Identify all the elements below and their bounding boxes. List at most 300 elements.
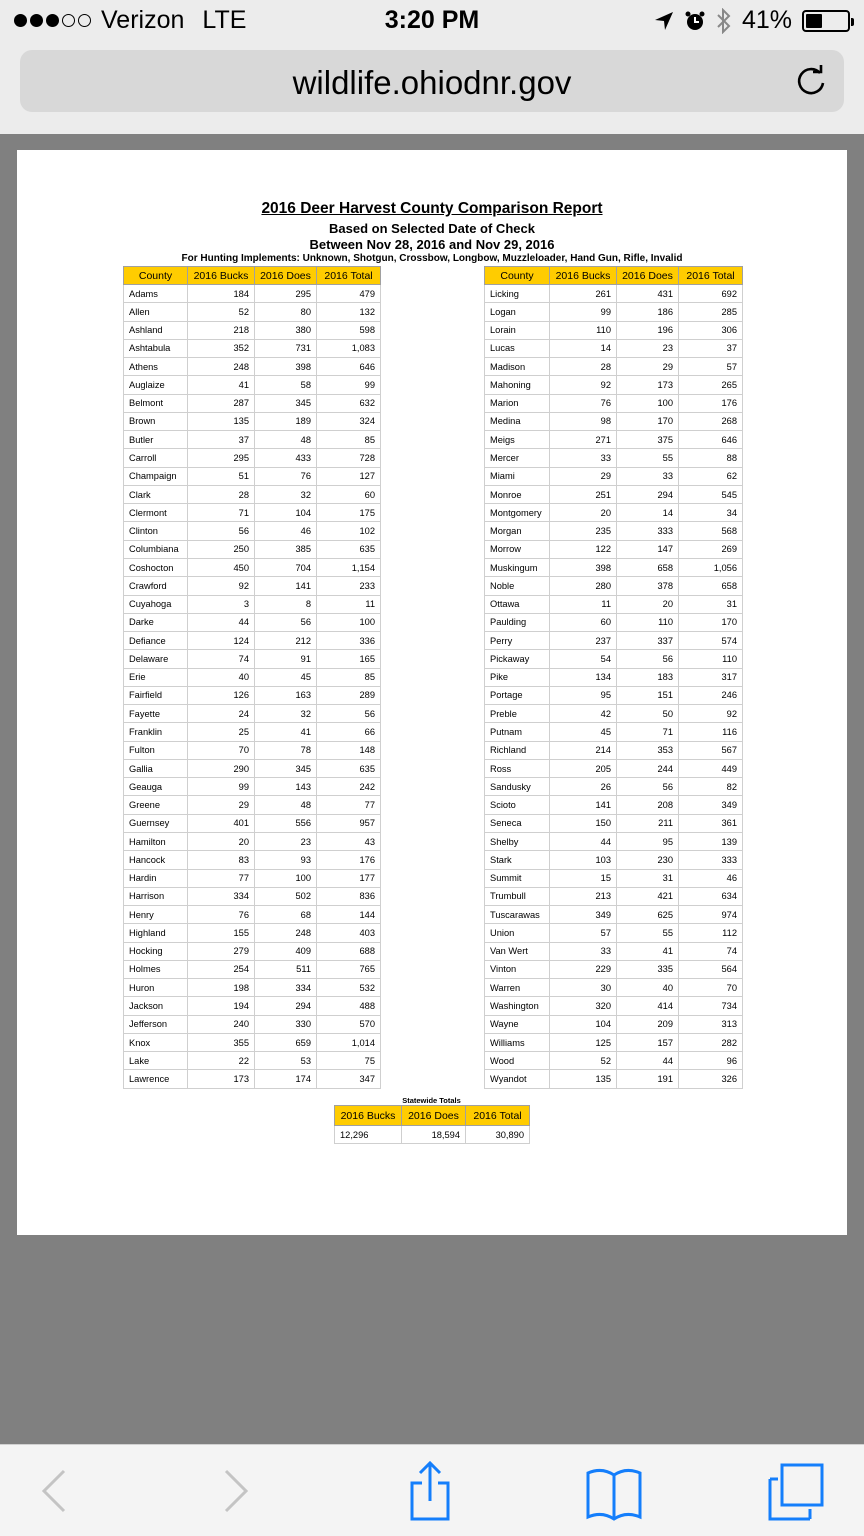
county-name: Madison xyxy=(485,358,550,376)
bucks-count: 141 xyxy=(550,796,617,814)
bucks-count: 37 xyxy=(188,431,255,449)
total-count: 170 xyxy=(679,613,743,631)
column-header: 2016 Does xyxy=(402,1106,466,1126)
status-indicators xyxy=(654,6,850,35)
bucks-count: 135 xyxy=(188,412,255,430)
total-count: 324 xyxy=(317,412,381,430)
totals-header-row xyxy=(335,1106,530,1126)
total-count: 1,014 xyxy=(317,1033,381,1051)
bucks-count: 76 xyxy=(188,906,255,924)
county-name: Monroe xyxy=(485,485,550,503)
county-name: Pike xyxy=(485,668,550,686)
total-count: 765 xyxy=(317,960,381,978)
bookmarks-icon[interactable] xyxy=(584,1461,644,1521)
column-header: 2016 Total xyxy=(317,267,381,285)
does-count: 294 xyxy=(617,485,679,503)
bucks-count: 24 xyxy=(188,705,255,723)
county-name: Jefferson xyxy=(124,1015,188,1033)
does-count: 95 xyxy=(617,832,679,850)
does-count: 110 xyxy=(617,613,679,631)
table-row xyxy=(485,412,743,430)
does-count: 183 xyxy=(617,668,679,686)
does-count: 704 xyxy=(255,558,317,576)
does-count: 46 xyxy=(255,522,317,540)
total-count: 574 xyxy=(679,632,743,650)
bucks-count: 11 xyxy=(550,595,617,613)
does-count: 433 xyxy=(255,449,317,467)
total-count: 46 xyxy=(679,869,743,887)
bucks-count: 214 xyxy=(550,741,617,759)
does-count: 100 xyxy=(617,394,679,412)
bucks-count: 30 xyxy=(550,979,617,997)
total-count: 127 xyxy=(317,467,381,485)
county-name: Hancock xyxy=(124,851,188,869)
signal-strength-icon xyxy=(14,14,91,27)
total-count: 403 xyxy=(317,924,381,942)
bucks-count: 92 xyxy=(550,376,617,394)
county-name: Fairfield xyxy=(124,686,188,704)
table-row xyxy=(124,467,381,485)
county-name: Perry xyxy=(485,632,550,650)
does-count: 14 xyxy=(617,504,679,522)
bucks-count: 450 xyxy=(188,558,255,576)
statewide-does: 18,594 xyxy=(402,1126,466,1144)
total-count: 233 xyxy=(317,577,381,595)
totals-row xyxy=(335,1126,530,1144)
county-name: Hocking xyxy=(124,942,188,960)
bucks-count: 41 xyxy=(188,376,255,394)
table-row xyxy=(124,723,381,741)
does-count: 48 xyxy=(255,796,317,814)
table-row xyxy=(124,485,381,503)
total-count: 567 xyxy=(679,741,743,759)
total-count: 347 xyxy=(317,1070,381,1088)
county-name: Coshocton xyxy=(124,558,188,576)
total-count: 306 xyxy=(679,321,743,339)
bucks-count: 401 xyxy=(188,814,255,832)
county-name: Champaign xyxy=(124,467,188,485)
total-count: 112 xyxy=(679,924,743,942)
table-row xyxy=(124,997,381,1015)
does-count: 330 xyxy=(255,1015,317,1033)
table-row xyxy=(485,814,743,832)
table-row xyxy=(485,723,743,741)
county-name: Paulding xyxy=(485,613,550,631)
report-date-range: Between Nov 28, 2016 and Nov 29, 2016 xyxy=(309,237,555,252)
does-count: 211 xyxy=(617,814,679,832)
does-count: 48 xyxy=(255,431,317,449)
total-count: 77 xyxy=(317,796,381,814)
total-count: 479 xyxy=(317,285,381,303)
total-count: 85 xyxy=(317,668,381,686)
county-name: Summit xyxy=(485,869,550,887)
total-count: 177 xyxy=(317,869,381,887)
bucks-count: 205 xyxy=(550,759,617,777)
does-count: 212 xyxy=(255,632,317,650)
does-count: 44 xyxy=(617,1052,679,1070)
total-count: 361 xyxy=(679,814,743,832)
county-name: Hardin xyxy=(124,869,188,887)
does-count: 174 xyxy=(255,1070,317,1088)
table-row xyxy=(124,814,381,832)
county-name: Clinton xyxy=(124,522,188,540)
does-count: 141 xyxy=(255,577,317,595)
bucks-count: 320 xyxy=(550,997,617,1015)
total-count: 598 xyxy=(317,321,381,339)
total-count: 34 xyxy=(679,504,743,522)
table-row xyxy=(485,595,743,613)
total-count: 37 xyxy=(679,339,743,357)
does-count: 658 xyxy=(617,558,679,576)
does-count: 71 xyxy=(617,723,679,741)
does-count: 33 xyxy=(617,467,679,485)
total-count: 568 xyxy=(679,522,743,540)
does-count: 502 xyxy=(255,887,317,905)
table-row xyxy=(485,613,743,631)
browser-address-area xyxy=(0,42,864,134)
county-name: Sandusky xyxy=(485,778,550,796)
table-row xyxy=(124,741,381,759)
county-name: Washington xyxy=(485,997,550,1015)
table-row xyxy=(485,1015,743,1033)
report-subtitle: Based on Selected Date of Check xyxy=(329,221,535,236)
url-text[interactable]: wildlife.ohiodnr.gov xyxy=(292,64,572,101)
total-count: 96 xyxy=(679,1052,743,1070)
table-row xyxy=(485,540,743,558)
bucks-count: 76 xyxy=(550,394,617,412)
county-name: Belmont xyxy=(124,394,188,412)
total-count: 148 xyxy=(317,741,381,759)
county-name: Knox xyxy=(124,1033,188,1051)
table-row xyxy=(124,577,381,595)
tabs-icon[interactable] xyxy=(766,1461,826,1521)
table-row xyxy=(124,650,381,668)
does-count: 23 xyxy=(617,339,679,357)
county-name: Tuscarawas xyxy=(485,906,550,924)
does-count: 173 xyxy=(617,376,679,394)
bucks-count: 135 xyxy=(550,1070,617,1088)
bucks-count: 122 xyxy=(550,540,617,558)
total-count: 285 xyxy=(679,303,743,321)
table-row xyxy=(485,650,743,668)
total-count: 634 xyxy=(679,887,743,905)
bucks-count: 280 xyxy=(550,577,617,595)
does-count: 32 xyxy=(255,705,317,723)
table-row xyxy=(124,504,381,522)
does-count: 8 xyxy=(255,595,317,613)
county-name: Seneca xyxy=(485,814,550,832)
does-count: 29 xyxy=(617,358,679,376)
total-count: 974 xyxy=(679,906,743,924)
county-name: Darke xyxy=(124,613,188,631)
bucks-count: 334 xyxy=(188,887,255,905)
table-row xyxy=(485,668,743,686)
table-row xyxy=(124,358,381,376)
does-count: 731 xyxy=(255,339,317,357)
total-count: 728 xyxy=(317,449,381,467)
county-name: Franklin xyxy=(124,723,188,741)
county-name: Wayne xyxy=(485,1015,550,1033)
table-row xyxy=(485,485,743,503)
total-count: 333 xyxy=(679,851,743,869)
bucks-count: 60 xyxy=(550,613,617,631)
total-count: 99 xyxy=(317,376,381,394)
bucks-count: 70 xyxy=(188,741,255,759)
county-name: Miami xyxy=(485,467,550,485)
bucks-count: 52 xyxy=(188,303,255,321)
network-type: LTE xyxy=(202,6,247,34)
bucks-count: 99 xyxy=(188,778,255,796)
does-count: 511 xyxy=(255,960,317,978)
county-name: Columbiana xyxy=(124,540,188,558)
total-count: 488 xyxy=(317,997,381,1015)
does-count: 345 xyxy=(255,759,317,777)
county-name: Muskingum xyxy=(485,558,550,576)
total-count: 265 xyxy=(679,376,743,394)
table-row xyxy=(485,376,743,394)
county-name: Putnam xyxy=(485,723,550,741)
table-row xyxy=(485,759,743,777)
county-name: Jackson xyxy=(124,997,188,1015)
location-arrow-icon xyxy=(654,11,674,31)
county-name: Morgan xyxy=(485,522,550,540)
table-row xyxy=(485,303,743,321)
county-name: Lucas xyxy=(485,339,550,357)
total-count: 1,056 xyxy=(679,558,743,576)
table-row xyxy=(485,796,743,814)
bucks-count: 110 xyxy=(550,321,617,339)
bucks-count: 15 xyxy=(550,869,617,887)
bucks-count: 40 xyxy=(188,668,255,686)
bucks-count: 22 xyxy=(188,1052,255,1070)
county-name: Pickaway xyxy=(485,650,550,668)
bucks-count: 54 xyxy=(550,650,617,668)
table-row xyxy=(124,705,381,723)
total-count: 88 xyxy=(679,449,743,467)
table-row xyxy=(124,686,381,704)
total-count: 326 xyxy=(679,1070,743,1088)
bucks-count: 184 xyxy=(188,285,255,303)
bucks-count: 98 xyxy=(550,412,617,430)
does-count: 196 xyxy=(617,321,679,339)
county-name: Fulton xyxy=(124,741,188,759)
statewide-totals-table xyxy=(334,1105,530,1144)
table-row xyxy=(124,303,381,321)
forward-icon[interactable] xyxy=(200,1461,260,1521)
bucks-count: 218 xyxy=(188,321,255,339)
total-count: 289 xyxy=(317,686,381,704)
county-name: Logan xyxy=(485,303,550,321)
table-row xyxy=(485,906,743,924)
table-row xyxy=(485,1033,743,1051)
total-count: 564 xyxy=(679,960,743,978)
bucks-count: 44 xyxy=(188,613,255,631)
table-row xyxy=(485,321,743,339)
county-name: Ashtabula xyxy=(124,339,188,357)
total-count: 532 xyxy=(317,979,381,997)
county-name: Morrow xyxy=(485,540,550,558)
total-count: 57 xyxy=(679,358,743,376)
table-row xyxy=(485,504,743,522)
total-count: 336 xyxy=(317,632,381,650)
table-row xyxy=(124,449,381,467)
pdf-viewer[interactable] xyxy=(0,134,864,1444)
total-count: 269 xyxy=(679,540,743,558)
does-count: 421 xyxy=(617,887,679,905)
does-count: 380 xyxy=(255,321,317,339)
column-header: 2016 Does xyxy=(617,267,679,285)
address-bar[interactable] xyxy=(20,50,844,112)
column-header: County xyxy=(485,267,550,285)
does-count: 41 xyxy=(617,942,679,960)
total-count: 75 xyxy=(317,1052,381,1070)
total-count: 957 xyxy=(317,814,381,832)
does-count: 353 xyxy=(617,741,679,759)
county-name: Holmes xyxy=(124,960,188,978)
bucks-count: 295 xyxy=(188,449,255,467)
hunting-implements-note: For Hunting Implements: Unknown, Shotgun, Crossbow, Longbow, Muzzleloader, Hand Gun, Rifle, Invalid xyxy=(181,253,683,264)
does-count: 294 xyxy=(255,997,317,1015)
table-row xyxy=(485,632,743,650)
county-name: Portage xyxy=(485,686,550,704)
total-count: 66 xyxy=(317,723,381,741)
table-row xyxy=(485,1052,743,1070)
table-row xyxy=(485,1070,743,1088)
bucks-count: 44 xyxy=(550,832,617,850)
does-count: 104 xyxy=(255,504,317,522)
total-count: 1,083 xyxy=(317,339,381,357)
county-name: Lorain xyxy=(485,321,550,339)
bucks-count: 398 xyxy=(550,558,617,576)
county-name: Shelby xyxy=(485,832,550,850)
total-count: 176 xyxy=(679,394,743,412)
carrier-name: Verizon xyxy=(101,6,185,34)
table-row xyxy=(124,942,381,960)
table-row xyxy=(485,577,743,595)
county-name: Fayette xyxy=(124,705,188,723)
does-count: 244 xyxy=(617,759,679,777)
total-count: 110 xyxy=(679,650,743,668)
county-name: Guernsey xyxy=(124,814,188,832)
total-count: 62 xyxy=(679,467,743,485)
table-row xyxy=(124,540,381,558)
does-count: 45 xyxy=(255,668,317,686)
county-name: Auglaize xyxy=(124,376,188,394)
county-table-right xyxy=(484,266,743,1089)
bucks-count: 28 xyxy=(188,485,255,503)
bucks-count: 52 xyxy=(550,1052,617,1070)
county-name: Ashland xyxy=(124,321,188,339)
table-row xyxy=(124,869,381,887)
does-count: 55 xyxy=(617,449,679,467)
does-count: 157 xyxy=(617,1033,679,1051)
table-row xyxy=(485,979,743,997)
county-name: Crawford xyxy=(124,577,188,595)
county-name: Gallia xyxy=(124,759,188,777)
table-row xyxy=(124,796,381,814)
bucks-count: 29 xyxy=(550,467,617,485)
county-name: Meigs xyxy=(485,431,550,449)
statewide-bucks: 12,296 xyxy=(335,1126,402,1144)
does-count: 186 xyxy=(617,303,679,321)
bucks-count: 235 xyxy=(550,522,617,540)
table-row xyxy=(485,467,743,485)
does-count: 556 xyxy=(255,814,317,832)
does-count: 189 xyxy=(255,412,317,430)
table-row xyxy=(485,924,743,942)
bucks-count: 287 xyxy=(188,394,255,412)
bucks-count: 3 xyxy=(188,595,255,613)
table-row xyxy=(124,759,381,777)
bucks-count: 349 xyxy=(550,906,617,924)
bucks-count: 20 xyxy=(550,504,617,522)
county-name: Harrison xyxy=(124,887,188,905)
table-row xyxy=(124,979,381,997)
does-count: 68 xyxy=(255,906,317,924)
county-name: Noble xyxy=(485,577,550,595)
does-count: 20 xyxy=(617,595,679,613)
bucks-count: 83 xyxy=(188,851,255,869)
total-count: 43 xyxy=(317,832,381,850)
table-row xyxy=(485,778,743,796)
bucks-count: 240 xyxy=(188,1015,255,1033)
total-count: 688 xyxy=(317,942,381,960)
county-name: Ottawa xyxy=(485,595,550,613)
share-icon[interactable] xyxy=(400,1461,460,1521)
back-icon[interactable] xyxy=(24,1461,84,1521)
does-count: 100 xyxy=(255,869,317,887)
does-count: 378 xyxy=(617,577,679,595)
does-count: 345 xyxy=(255,394,317,412)
table-row xyxy=(124,906,381,924)
bucks-count: 95 xyxy=(550,686,617,704)
county-name: Marion xyxy=(485,394,550,412)
bucks-count: 213 xyxy=(550,887,617,905)
reload-icon[interactable] xyxy=(794,64,828,98)
county-name: Licking xyxy=(485,285,550,303)
county-name: Cuyahoga xyxy=(124,595,188,613)
county-name: Lake xyxy=(124,1052,188,1070)
total-count: 85 xyxy=(317,431,381,449)
table-row xyxy=(124,887,381,905)
does-count: 337 xyxy=(617,632,679,650)
total-count: 632 xyxy=(317,394,381,412)
bucks-count: 71 xyxy=(188,504,255,522)
does-count: 375 xyxy=(617,431,679,449)
total-count: 102 xyxy=(317,522,381,540)
table-row xyxy=(124,1015,381,1033)
county-name: Mahoning xyxy=(485,376,550,394)
total-count: 646 xyxy=(317,358,381,376)
total-count: 100 xyxy=(317,613,381,631)
table-row xyxy=(124,1033,381,1051)
column-header: 2016 Total xyxy=(679,267,743,285)
bucks-count: 271 xyxy=(550,431,617,449)
does-count: 56 xyxy=(255,613,317,631)
total-count: 282 xyxy=(679,1033,743,1051)
total-count: 242 xyxy=(317,778,381,796)
bucks-count: 33 xyxy=(550,449,617,467)
total-count: 74 xyxy=(679,942,743,960)
county-name: Athens xyxy=(124,358,188,376)
pdf-page xyxy=(17,150,847,1235)
table-row xyxy=(485,686,743,704)
total-count: 116 xyxy=(679,723,743,741)
table-row xyxy=(485,741,743,759)
bucks-count: 134 xyxy=(550,668,617,686)
county-name: Wood xyxy=(485,1052,550,1070)
total-count: 31 xyxy=(679,595,743,613)
